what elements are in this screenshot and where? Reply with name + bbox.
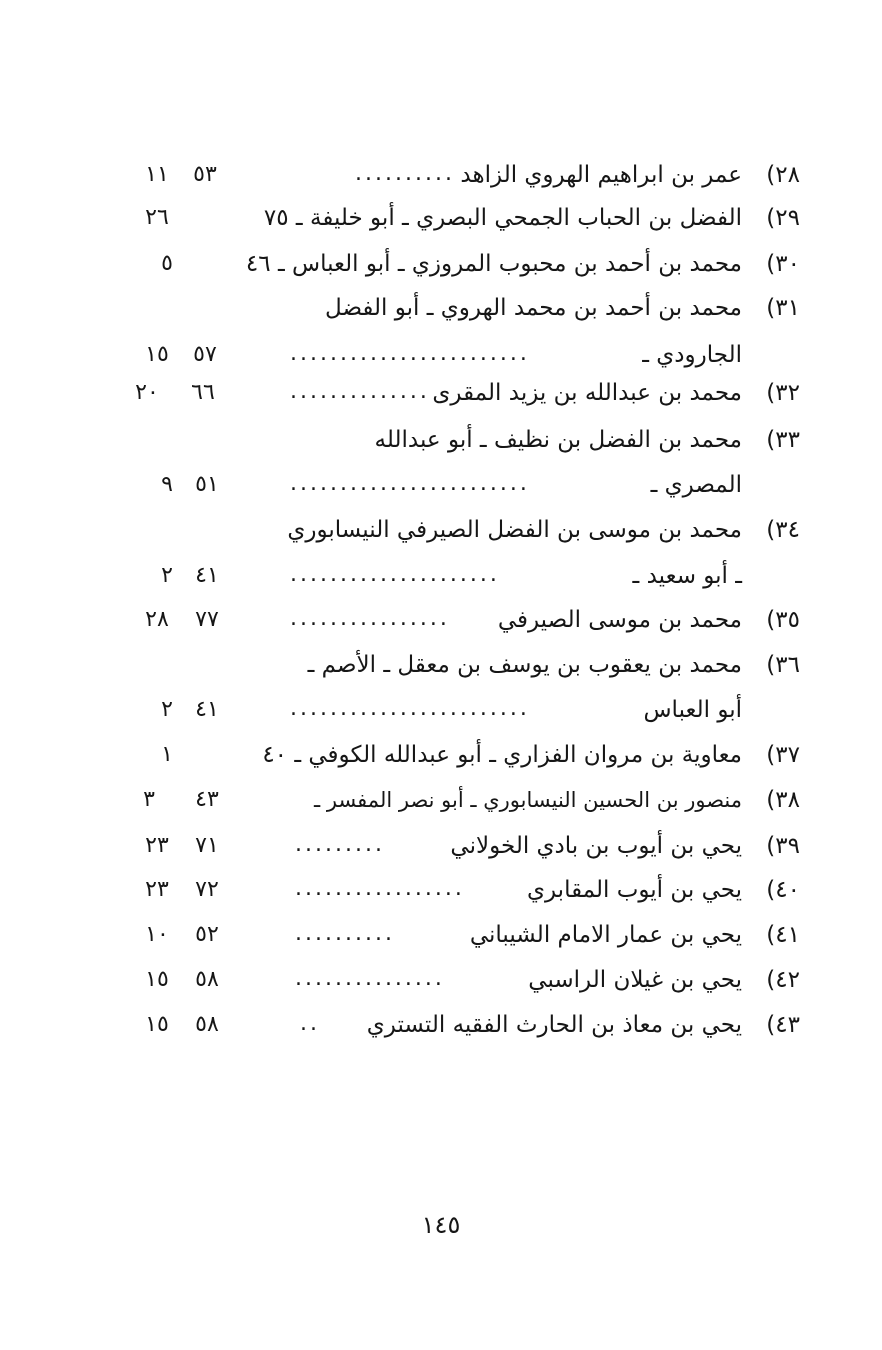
index-entry: [120, 373, 800, 417]
entry-count: ٢: [161, 697, 173, 722]
entry-page: ٤١: [195, 563, 219, 588]
entry-name: الفضل بن الحباب الجمحي البصري ـ أبو خليفة ـ ٧٥: [263, 205, 742, 231]
entry-number: ٤٢): [766, 967, 800, 993]
entry-count: ٢٦: [145, 205, 169, 230]
entry-page: ٤١: [195, 697, 219, 722]
entry-page: ٦٦: [191, 380, 215, 405]
entry-name: يحي بن عمار الامام الشيباني: [469, 922, 742, 948]
entry-name: أبو العباس: [643, 697, 742, 723]
entry-count: ١٥: [145, 967, 169, 992]
leader-dots: ..: [300, 1011, 320, 1036]
leader-dots: ..............: [290, 379, 430, 404]
leader-dots: .....................: [290, 562, 500, 587]
entry-number: ٣٨): [766, 787, 800, 813]
entry-name: معاوية بن مروان الفزاري ـ أبو عبدالله الكوفي ـ ٤٠: [262, 742, 742, 768]
entry-name: يحي بن غيلان الراسبي: [528, 967, 742, 993]
leader-dots: ..........: [295, 921, 395, 946]
entry-name: يحي بن أيوب بن بادي الخولاني: [450, 833, 742, 859]
entry-page: ٥١: [195, 472, 219, 497]
leader-dots: ........................: [290, 341, 530, 366]
entry-number: ٣٥): [766, 607, 800, 633]
leader-dots: ...............: [295, 966, 445, 991]
leader-dots: ..........: [355, 161, 455, 186]
index-entry: [120, 155, 800, 199]
index-entry: [120, 510, 800, 554]
leader-dots: ................: [290, 606, 450, 631]
entry-page: ٥٧: [193, 342, 217, 367]
leader-dots: ........................: [290, 471, 530, 496]
entry-count: ١٥: [145, 342, 169, 367]
page-number: ١٤٥: [421, 1211, 461, 1239]
leader-dots: .................: [295, 876, 465, 901]
entry-number: ٣٦): [766, 652, 800, 678]
index-entry: [120, 198, 800, 242]
entry-count: ١: [161, 742, 173, 767]
entry-name: يحي بن معاذ بن الحارث الفقيه التستري: [366, 1012, 742, 1038]
entry-number: ٤٠): [766, 877, 800, 903]
entry-name: محمد بن موسى بن الفضل الصيرفي النيسابوري: [287, 517, 742, 543]
entry-count: ٩: [161, 472, 173, 497]
entry-number: ٣٩): [766, 833, 800, 859]
index-entry: [120, 960, 800, 1004]
entry-number: ٤٣): [766, 1012, 800, 1038]
entry-name: الجارودي ـ: [642, 342, 742, 368]
entry-page: ٧٢: [195, 877, 219, 902]
entry-name: محمد بن موسى الصيرفي: [497, 607, 742, 633]
entry-number: ٤١): [766, 922, 800, 948]
entry-count: ١٥: [145, 1012, 169, 1037]
entry-name: محمد بن عبدالله بن يزيد المقرى: [432, 380, 742, 406]
entry-number: ٣٤): [766, 517, 800, 543]
index-entry-continuation: [120, 465, 800, 509]
entry-count: ٢: [161, 563, 173, 588]
entry-page: ٤٣: [195, 787, 219, 812]
entry-page: ٥٣: [193, 162, 217, 187]
index-entry: [120, 1005, 800, 1049]
entry-count: ٣: [143, 787, 155, 812]
entry-count: ٢٣: [145, 877, 169, 902]
entry-number: ٣٣): [766, 427, 800, 453]
entry-name: محمد بن أحمد بن محمد الهروي ـ أبو الفضل: [325, 295, 742, 321]
index-entry: [120, 645, 800, 689]
entry-name: ـ أبو سعيد ـ: [632, 563, 742, 589]
index-entry: [120, 244, 800, 288]
index-entry: [120, 735, 800, 779]
entry-name: محمد بن يعقوب بن يوسف بن معقل ـ الأصم ـ: [307, 652, 742, 678]
entry-count: ٢٣: [145, 833, 169, 858]
entry-page: ٧١: [195, 833, 219, 858]
leader-dots: .........: [295, 832, 385, 857]
leader-dots: ........................: [290, 696, 530, 721]
entry-number: ٣١): [766, 295, 800, 321]
index-entry: [120, 780, 800, 824]
index-entry: [120, 826, 800, 870]
entry-count: ٢٨: [145, 607, 169, 632]
index-entry: [120, 288, 800, 332]
entry-name: يحي بن أيوب المقابري: [526, 877, 742, 903]
entry-count: ٥: [161, 251, 173, 276]
entry-name: محمد بن الفضل بن نظيف ـ أبو عبدالله: [374, 427, 742, 453]
entry-number: ٢٩): [766, 205, 800, 231]
entry-name: محمد بن أحمد بن محبوب المروزي ـ أبو العباس ـ ٤٦: [245, 251, 742, 277]
entry-page: ٥٢: [195, 922, 219, 947]
entry-number: ٢٨): [766, 162, 800, 188]
entry-number: ٣٢): [766, 380, 800, 406]
index-entry: [120, 420, 800, 464]
entry-page: ٥٨: [195, 1012, 219, 1037]
entry-page: ٥٨: [195, 967, 219, 992]
index-entry-continuation: [120, 690, 800, 734]
entry-page: ٧٧: [195, 607, 219, 632]
entry-count: ١٠: [145, 922, 169, 947]
index-entry: [120, 870, 800, 914]
entry-count: ٢٠: [135, 380, 159, 405]
entry-number: ٣٧): [766, 742, 800, 768]
entry-name: منصور بن الحسين النيسابوري ـ أبو نصر المفسر ـ: [314, 788, 742, 812]
index-entry: [120, 600, 800, 644]
entry-number: ٣٠): [766, 251, 800, 277]
entry-name: عمر بن ابراهيم الهروي الزاهد: [460, 162, 742, 188]
entry-name: المصري ـ: [650, 472, 742, 498]
index-entry: [120, 915, 800, 959]
index-entry-continuation: [120, 556, 800, 600]
entry-count: ١١: [145, 162, 169, 187]
